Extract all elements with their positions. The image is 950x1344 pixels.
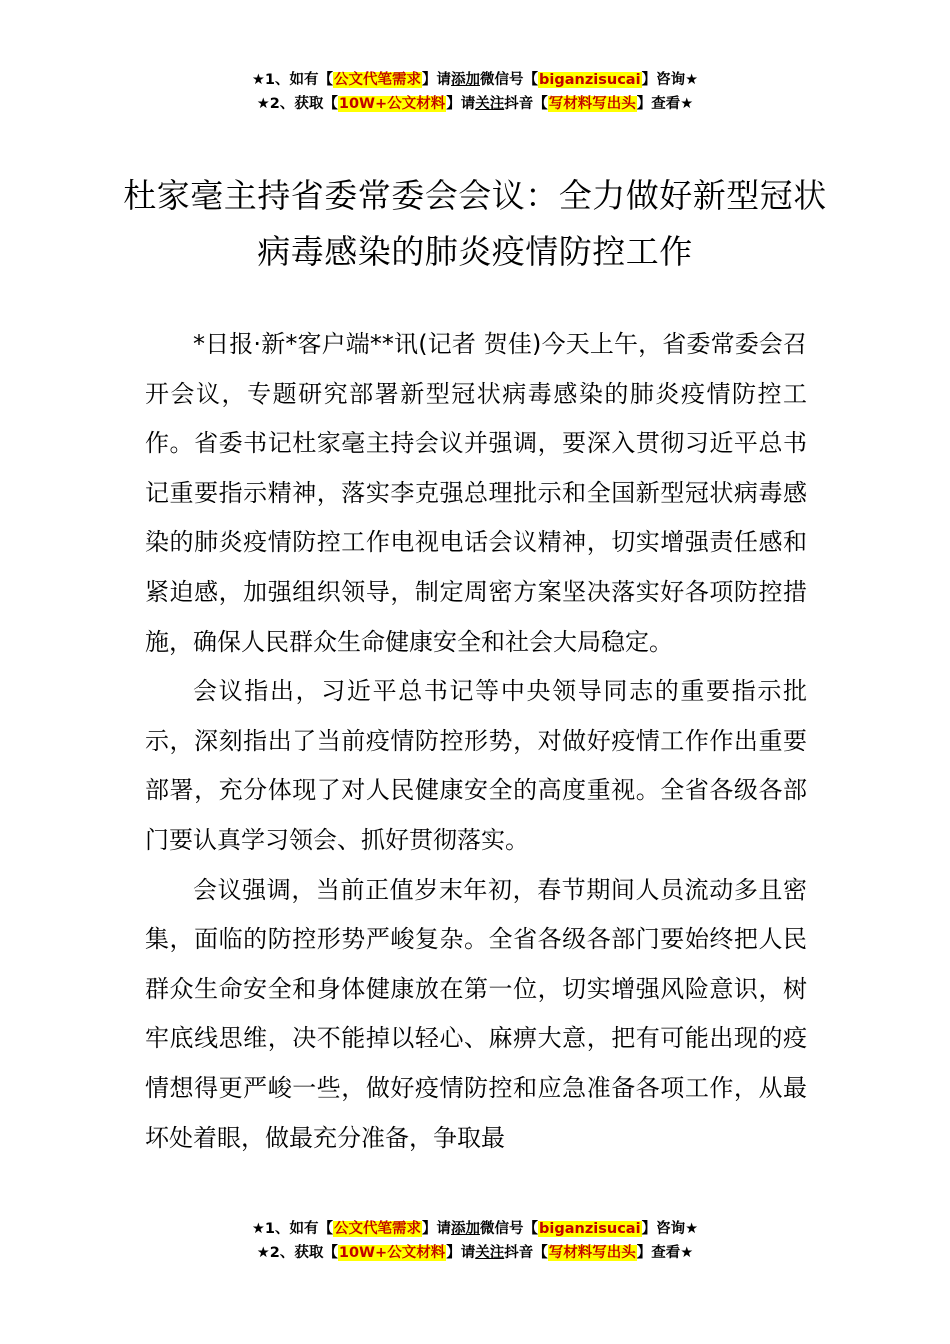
- banner-text: 微信号【: [480, 72, 539, 88]
- banner-text: ★1、如有【: [251, 1221, 334, 1237]
- banner-text: 】咨询★: [641, 1221, 699, 1237]
- banner-highlight: biganzisucai: [539, 72, 641, 88]
- banner-highlight: 写材料写出头: [548, 1245, 636, 1261]
- banner-text: ★1、如有【: [251, 72, 334, 88]
- paragraph: 会议强调，当前正值岁末年初，春节期间人员流动多且密集，面临的防控形势严峻复杂。全省各级各部门要始终把人民群众生命安全和身体健康放在第一位，切实增强风险意识，树牢底线思维，决不能掉以轻心、麻痹大意，把有可能出现的疫情想得更严峻一些，做好疫情防控和应急准备各项工作，从最坏处着眼，做最充分准备，争取最: [145, 875, 807, 1152]
- banner-text: 抖音【: [504, 96, 548, 112]
- banner-emphasis: 关注: [475, 96, 505, 112]
- banner-text: 】请: [446, 96, 476, 112]
- banner-text: 】查看★: [636, 96, 694, 112]
- paragraph: 会议指出，习近平总书记等中央领导同志的重要指示批示，深刻指出了当前疫情防控形势，对做好疫情工作作出重要部署，充分体现了对人民健康安全的高度重视。全省各级各部门要认真学习领会、抓好贯彻落实。: [145, 677, 807, 854]
- banner-text: ★2、获取【: [256, 1245, 338, 1261]
- banner-text: 抖音【: [504, 1245, 548, 1261]
- banner-text: 】咨询★: [641, 72, 699, 88]
- banner-line-2: [0, 1241, 950, 1265]
- banner-text: ★2、获取【: [256, 96, 338, 112]
- banner-highlight: 公文代笔需求: [334, 1221, 422, 1237]
- banner-line-1: [0, 1217, 950, 1241]
- banner-highlight: 10W+公文材料: [338, 96, 446, 112]
- banner-highlight: biganzisucai: [539, 1221, 641, 1237]
- banner-text: 】请: [422, 72, 452, 88]
- banner-text: 】查看★: [636, 1245, 694, 1261]
- banner-line-1: [0, 68, 950, 92]
- banner-emphasis: 关注: [475, 1245, 505, 1261]
- banner-highlight: 公文代笔需求: [334, 72, 422, 88]
- document-title: 杜家毫主持省委常委会会议：全力做好新型冠状病毒感染的肺炎疫情防控工作: [123, 176, 827, 271]
- footer-banner: [0, 1217, 950, 1265]
- banner-highlight: 10W+公文材料: [338, 1245, 446, 1261]
- banner-highlight: 写材料写出头: [548, 96, 636, 112]
- banner-emphasis: 添加: [451, 1221, 481, 1237]
- banner-line-2: [0, 92, 950, 116]
- banner-text: 】请: [422, 1221, 452, 1237]
- banner-text: 微信号【: [480, 1221, 539, 1237]
- paragraph: *日报·新*客户端**讯(记者 贺佳)今天上午，省委常委会召开会议，专题研究部署新型冠状病毒感染的肺炎疫情防控工作。省委书记杜家毫主持会议并强调，要深入贯彻习近平总书记重要指示精神，落实李克强总理批示和全国新型冠状病毒感染的肺炎疫情防控工作电视电话会议精神，切实增强责任感和紧迫感，加强组织领导，制定周密方案坚决落实好各项防控措施，确保人民群众生命健康安全和社会大局稳定。: [145, 330, 807, 656]
- banner-emphasis: 添加: [451, 72, 481, 88]
- document-body: [145, 320, 807, 1163]
- header-banner: [0, 68, 950, 116]
- banner-text: 】请: [446, 1245, 476, 1261]
